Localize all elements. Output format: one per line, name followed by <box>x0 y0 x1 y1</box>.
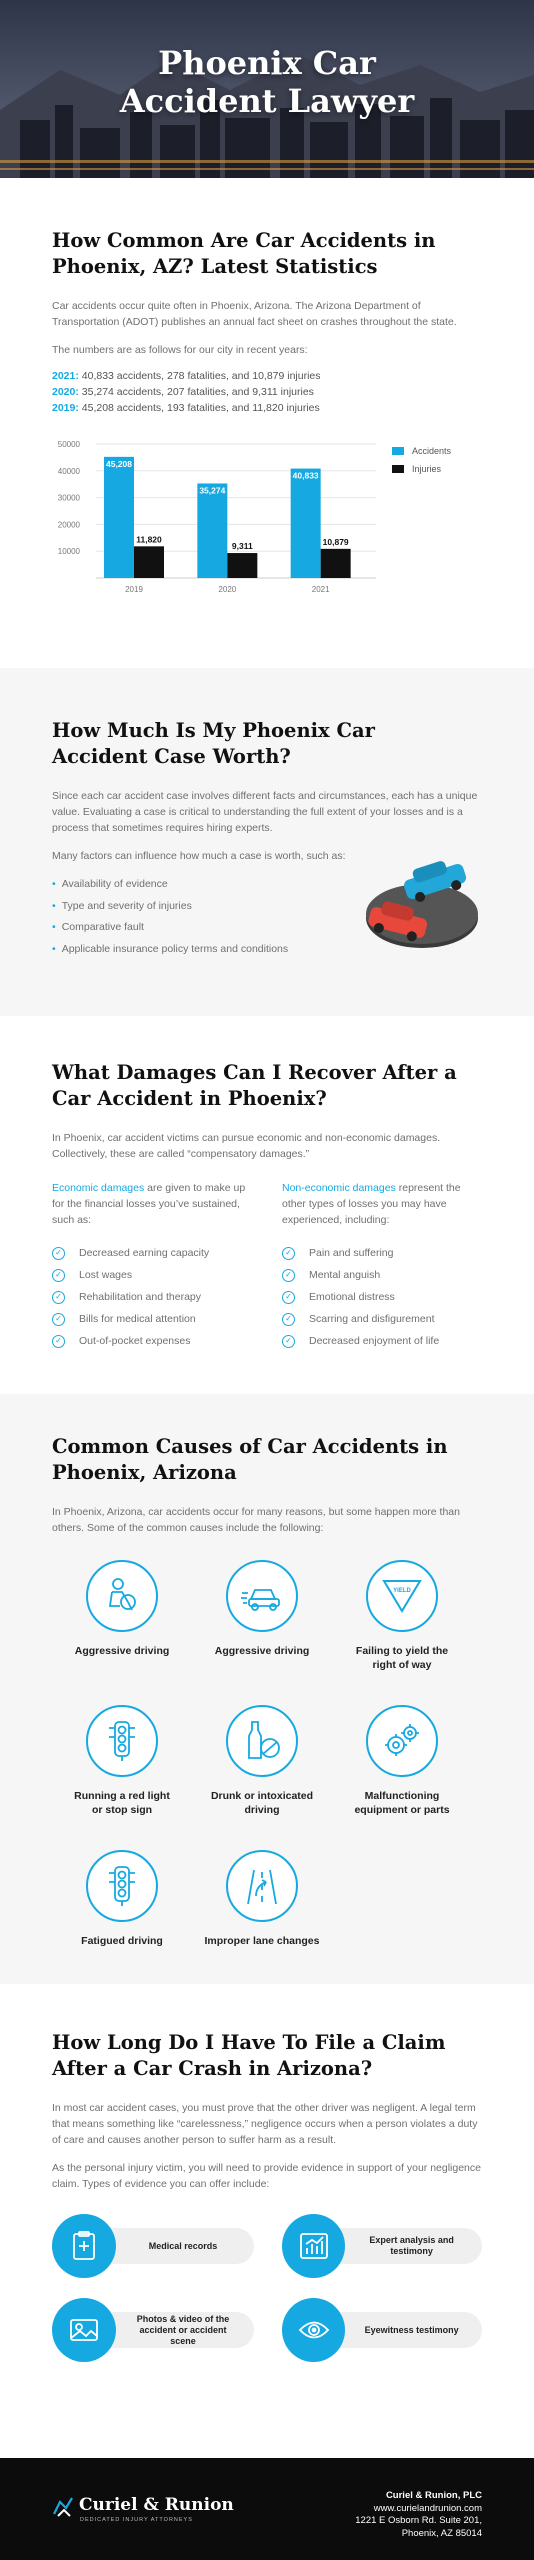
title-line-1: Phoenix Car <box>158 44 376 82</box>
damages-section <box>0 1016 534 1394</box>
stat-text: 45,208 accidents, 193 fatalities, and 11,820 injuries <box>78 402 320 414</box>
firm-street: 1221 E Osborn Rd. Suite 201, <box>355 2515 482 2526</box>
legend-accidents <box>392 446 451 456</box>
yield-sign-text: YIELD <box>393 1588 411 1594</box>
claim-heading: How Long Do I Have To File a Claim After a Car Crash in Arizona? <box>52 2031 446 2080</box>
legend-swatch-accidents <box>392 447 404 455</box>
causes-section <box>0 1394 534 1984</box>
data-label: 45,208 <box>106 458 132 469</box>
claim-section <box>0 1984 534 2420</box>
worth-lead: Many factors can influence how much a case is worth, such as: <box>52 850 346 862</box>
cause-label: Improper lane changes <box>204 1935 320 1947</box>
list-item: • Applicable insurance policy terms and conditions <box>52 942 289 955</box>
check-icon: ✓ <box>52 1313 65 1326</box>
bar-accidents <box>104 457 134 578</box>
list-item <box>52 1330 252 1352</box>
firm-name: Curiel & Runion, PLC <box>385 2490 482 2501</box>
statistics-heading: How Common Are Car Accidents in Phoenix, AZ? Latest Statistics <box>52 229 436 278</box>
cause-label: Drunk or intoxicated <box>210 1790 314 1802</box>
y-tick-label: 30000 <box>57 493 80 503</box>
data-label: 9,311 <box>231 541 253 552</box>
cause-label: Malfunctioning <box>364 1790 440 1802</box>
traffic-light-icon <box>86 1705 158 1777</box>
bar-chart <box>52 438 392 608</box>
check-icon: ✓ <box>52 1291 65 1304</box>
evidence-label: Medical records <box>148 2240 218 2251</box>
cause-item <box>52 1560 192 1705</box>
economic-desc: are given to make up for the financial losses you’ve sustained, such as: <box>52 1182 246 1226</box>
worth-intro: Since each car accident case involves different facts and circumstances, each has a unique value. Evaluating a case is critical to understanding the full extent of your losses and is a process that sometimes requires hiring experts. <box>52 790 478 834</box>
cause-label-line2: equipment or parts <box>354 1804 450 1816</box>
cause-label: Failing to yield the <box>355 1645 449 1657</box>
non-economic-desc: represent the other types of losses you may have experienced, including: <box>282 1182 461 1226</box>
statistics-section <box>0 178 534 668</box>
check-icon: ✓ <box>282 1247 295 1260</box>
y-tick-label: 50000 <box>57 440 80 449</box>
economic-item: Decreased earning capacity <box>79 1247 210 1259</box>
stat-line-2021 <box>52 368 482 384</box>
cause-label-line2: driving <box>244 1804 280 1816</box>
eye-icon <box>282 2298 345 2362</box>
statistics-list <box>52 368 482 416</box>
check-icon: ✓ <box>52 1269 65 1282</box>
check-icon: ✓ <box>52 1335 65 1348</box>
cause-label: Aggressive driving <box>214 1645 310 1657</box>
non-economic-item: Pain and suffering <box>309 1247 394 1259</box>
stat-line-2019 <box>52 400 482 416</box>
car-crash-illustration <box>360 852 490 952</box>
damages-heading: What Damages Can I Recover After a Car Accident in Phoenix? <box>52 1061 457 1110</box>
legend-swatch-injuries <box>392 465 404 473</box>
evidence-item <box>282 2214 482 2278</box>
economic-damages-column <box>52 1180 252 1352</box>
x-tick-label: 2021 <box>311 585 330 594</box>
evidence-item <box>52 2298 282 2362</box>
bar-injuries <box>134 546 164 578</box>
traffic-light-icon <box>86 1850 158 1922</box>
case-worth-section <box>0 668 534 1016</box>
economic-item: Rehabilitation and therapy <box>79 1291 202 1303</box>
list-item <box>282 1286 482 1308</box>
legend-label: Accidents <box>412 446 452 456</box>
legend-injuries <box>392 464 451 474</box>
cause-item <box>332 1560 472 1705</box>
speeding-car-icon <box>226 1560 298 1632</box>
hero-banner <box>0 0 534 178</box>
data-label: 10,879 <box>322 536 349 547</box>
evidence-label: Photos & video of the <box>136 2313 230 2324</box>
firm-city: Phoenix, AZ 85014 <box>401 2527 482 2539</box>
check-icon: ✓ <box>52 1247 65 1260</box>
y-tick-label: 20000 <box>57 520 80 530</box>
gears-icon <box>366 1705 438 1777</box>
non-economic-item: Mental anguish <box>309 1269 381 1281</box>
claim-paragraph-1: In most car accident cases, you must prove that the other driver was negligent. A legal term that means something like “carelessness,” negligence occurs when a person violates a duty of care and causes another person to suffer harm as a result. <box>52 2102 478 2146</box>
evidence-label-line2: accident or accident scene <box>139 2324 227 2346</box>
check-icon: ✓ <box>282 1291 295 1304</box>
cause-label-line2: right of way <box>372 1659 432 1671</box>
cause-item <box>192 1850 332 1995</box>
check-icon: ✓ <box>282 1269 295 1282</box>
lane-change-icon <box>226 1850 298 1922</box>
list-item <box>282 1330 482 1352</box>
list-item <box>52 1264 252 1286</box>
data-label: 11,820 <box>136 534 162 545</box>
non-economic-item: Scarring and disfigurement <box>309 1313 435 1325</box>
stat-line-2020 <box>52 384 482 400</box>
footer-address <box>355 2490 482 2540</box>
economic-item: Lost wages <box>79 1269 133 1281</box>
factor-text: Comparative fault <box>61 921 144 933</box>
non-economic-item: Emotional distress <box>309 1291 395 1303</box>
cause-item <box>52 1850 192 1995</box>
stat-year: 2021: <box>52 370 79 382</box>
evidence-item <box>52 2214 282 2278</box>
list-item: • Comparative fault <box>52 921 144 933</box>
chart-legend <box>392 446 451 482</box>
x-tick-label: 2020 <box>218 585 237 594</box>
evidence-item <box>282 2298 482 2362</box>
statistics-chart <box>52 438 482 608</box>
factor-text: Availability of evidence <box>61 878 168 890</box>
causes-intro: In Phoenix, Arizona, car accidents occur for many reasons, but some happen more than others. Some of the common causes include the following: <box>52 1506 460 1534</box>
cause-item <box>192 1560 332 1705</box>
list-item: • Type and severity of injuries <box>52 899 192 912</box>
y-tick-label: 10000 <box>57 547 80 557</box>
cause-label: Aggressive driving <box>74 1645 170 1657</box>
list-item <box>52 1286 252 1308</box>
driver-icon <box>86 1560 158 1632</box>
statistics-intro: Car accidents occur quite often in Phoenix, Arizona. The Arizona Department of Transportation (ADOT) publishes an annual fact sheet on crashes throughout the state. <box>52 300 457 328</box>
worth-heading: How Much Is My Phoenix Car Accident Case Worth? <box>52 719 375 768</box>
evidence-grid <box>52 2214 482 2362</box>
economic-item: Out-of-pocket expenses <box>79 1335 191 1347</box>
statistics-lead: The numbers are as follows for our city in recent years: <box>52 344 308 356</box>
cause-label: Fatigued driving <box>81 1935 163 1947</box>
causes-heading: Common Causes of Car Accidents in Phoenix, Arizona <box>52 1435 448 1484</box>
bar-injuries <box>321 549 351 578</box>
footer <box>0 2458 534 2560</box>
non-economic-damages-text <box>282 1180 482 1228</box>
cause-item <box>52 1705 192 1850</box>
title-line-2: Accident Lawyer <box>119 82 415 120</box>
economic-item: Bills for medical attention <box>79 1313 196 1325</box>
list-item: • Availability of evidence <box>52 878 168 890</box>
stat-text: 40,833 accidents, 278 fatalities, and 10,879 injuries <box>78 370 321 382</box>
medical-records-icon <box>52 2214 116 2278</box>
logo-mark-icon <box>50 2494 76 2520</box>
firm-website[interactable]: www.curielandrunion.com <box>373 2502 482 2514</box>
stat-text: 35,274 accidents, 207 fatalities, and 9,311 injuries <box>78 386 314 398</box>
evidence-label: Expert analysis and <box>369 2235 454 2245</box>
economic-term: Economic damages <box>52 1182 145 1194</box>
evidence-label: Eyewitness testimony <box>364 2324 459 2335</box>
data-label: 40,833 <box>292 470 319 481</box>
factor-text: Type and severity of injuries <box>61 899 192 912</box>
non-economic-term: Non-economic damages <box>282 1182 396 1194</box>
non-economic-item: Decreased enjoyment of life <box>309 1335 440 1347</box>
non-economic-damages-column <box>282 1180 482 1352</box>
list-item <box>52 1308 252 1330</box>
bar-accidents <box>291 469 321 578</box>
list-item <box>282 1264 482 1286</box>
x-tick-label: 2019 <box>125 585 143 594</box>
list-item <box>282 1308 482 1330</box>
legend-label: Injuries <box>412 464 442 474</box>
bar-injuries <box>227 553 257 578</box>
footer-logo-tagline: DEDICATED INJURY ATTORNEYS <box>80 2517 193 2523</box>
causes-grid <box>52 1560 482 1995</box>
economic-damages-text <box>52 1180 252 1228</box>
stat-year: 2019: <box>52 402 79 414</box>
y-tick-label: 40000 <box>57 466 80 476</box>
bar-accidents <box>197 483 227 578</box>
check-icon: ✓ <box>282 1335 295 1348</box>
alcohol-icon <box>226 1705 298 1777</box>
yield-sign-icon <box>366 1560 438 1632</box>
stat-year: 2020: <box>52 386 79 398</box>
claim-paragraph-2: As the personal injury victim, you will need to provide evidence in support of your negligence claim. Types of evidence you can offer include: <box>52 2162 481 2190</box>
cause-item <box>192 1705 332 1850</box>
photo-icon <box>52 2298 116 2362</box>
list-item <box>282 1242 482 1264</box>
cause-label: Running a red light <box>74 1790 170 1802</box>
analysis-chart-icon <box>282 2214 345 2278</box>
data-label: 35,274 <box>199 485 226 496</box>
footer-logo-name: Curiel & Runion <box>79 2495 234 2515</box>
evidence-label-line2: testimony <box>390 2246 433 2256</box>
cause-item <box>332 1705 472 1850</box>
factor-text: Applicable insurance policy terms and conditions <box>61 942 289 955</box>
check-icon: ✓ <box>282 1313 295 1326</box>
page-title <box>0 44 534 120</box>
list-item <box>52 1242 252 1264</box>
damages-intro: In Phoenix, car accident victims can pursue economic and non-economic damages. Collectively, these are called “compensatory damages.” <box>52 1132 441 1160</box>
cause-label-line2: or stop sign <box>91 1804 153 1816</box>
